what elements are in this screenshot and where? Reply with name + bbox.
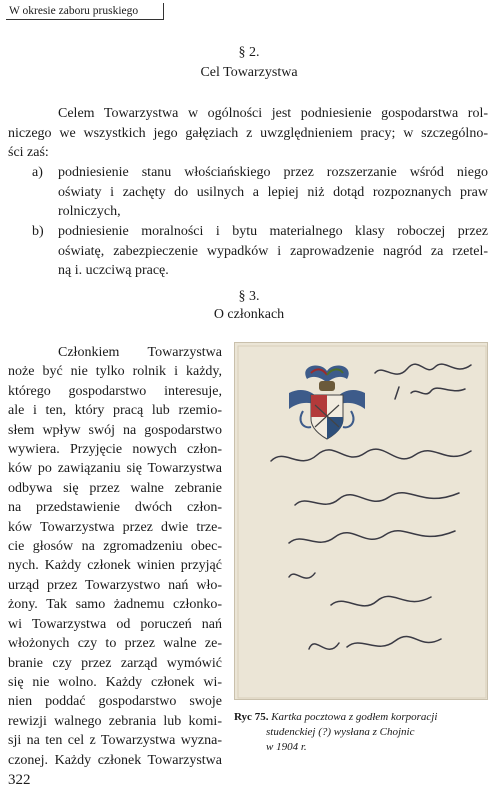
text-line: ną i. uczciwą pracę. — [58, 263, 169, 278]
text-line: wi Towarzystwa od poruczeń nań — [8, 616, 222, 632]
text-line: cie głosów na zgromadzeniu obec- — [8, 539, 222, 555]
text-line: którego gospodarstwo interesuje, — [8, 383, 222, 399]
text-line: Celem Towarzystwa w ogólności jest podniesienie gospodarstwa rol- — [58, 106, 488, 121]
text-line: nych. Każdy członek winien przyjąć — [8, 558, 222, 574]
section-2-title: Cel Towarzystwa — [200, 65, 298, 80]
section-3-title: O członkach — [213, 307, 285, 322]
figure-caption — [234, 710, 490, 755]
text-line: odbywa się przez walne zebranie — [8, 480, 222, 496]
list-marker: a) — [32, 165, 43, 180]
text-line: na przedstawienie dwóch człon- — [8, 500, 222, 516]
text-line: czonej. Każdy członek Towarzystwa — [8, 752, 222, 768]
text-line: słem wpływ swój na gospodarstwo — [8, 422, 222, 438]
text-line: ale i ten, który pracą lub rzemio- — [8, 403, 222, 419]
text-line: włożonych czy to przez walne ze- — [8, 636, 222, 652]
text-line: sji na ten cel z Towarzystwa wyzna- — [8, 733, 222, 749]
caption-text-line: Kartka pocztowa z godłem korporacji — [271, 711, 438, 723]
section-3-number: § 3. — [238, 289, 260, 304]
text-line: ków po zawiązaniu się Towarzystwa — [8, 461, 222, 477]
text-line: urząd przez Towarzystwo nań wło- — [8, 577, 222, 593]
page-number: 322 — [8, 772, 31, 788]
text-line: noże być nie tylko rolnik i każdy, — [8, 364, 222, 380]
postcard-image — [235, 343, 488, 700]
text-line: branie czy przez zarząd wymówić — [8, 655, 222, 671]
text-line: Członkiem Towarzystwa — [58, 345, 222, 360]
running-header: W okresie zaboru pruskiego — [6, 3, 164, 20]
text-line: nien poddać gospodarstwo swoje — [8, 694, 222, 710]
caption-label: Ryc 75. — [234, 711, 269, 723]
text-line: rewizji walnego zebrania lub komi- — [8, 713, 222, 729]
text-line: podniesienie stanu włościańskiego przez rozszerzanie wśród niego — [58, 165, 488, 180]
text-line: rolniczych, — [58, 204, 121, 219]
text-line: wywiera. Przyjęcie nowych człon- — [8, 442, 222, 458]
text-line: podniesienie moralności i bytu materialnego klasy roboczej przez — [58, 224, 488, 239]
section-2-intro — [8, 104, 488, 163]
text-line: ków Towarzystwa przez dwie trze- — [8, 519, 222, 535]
postcard-photo — [234, 342, 488, 700]
list-marker: b) — [32, 224, 44, 239]
text-line: żony. Tak samo żadnemu członko- — [8, 597, 222, 613]
text-line: oświatę, zabezpieczenie wypadków i zaprowadzenie nagród za rzetel- — [58, 243, 488, 259]
section-2-number: § 2. — [238, 45, 260, 60]
text-line: oświaty i zachęty do usilnych a lepiej niż dotąd rozpoznanych praw — [58, 184, 488, 200]
text-line: ści zaś: — [8, 145, 49, 160]
caption-text-line: w 1904 r. — [266, 741, 307, 753]
section-3-body — [8, 343, 222, 770]
text-line: niczego we wszystkich jego gałęziach z uwzględnieniem pracy; w szczególno- — [8, 125, 488, 141]
caption-text-line: studenckiej (?) wysłana z Chojnic — [266, 726, 415, 738]
text-line: się nie wolno. Każdy członek wi- — [8, 674, 222, 690]
